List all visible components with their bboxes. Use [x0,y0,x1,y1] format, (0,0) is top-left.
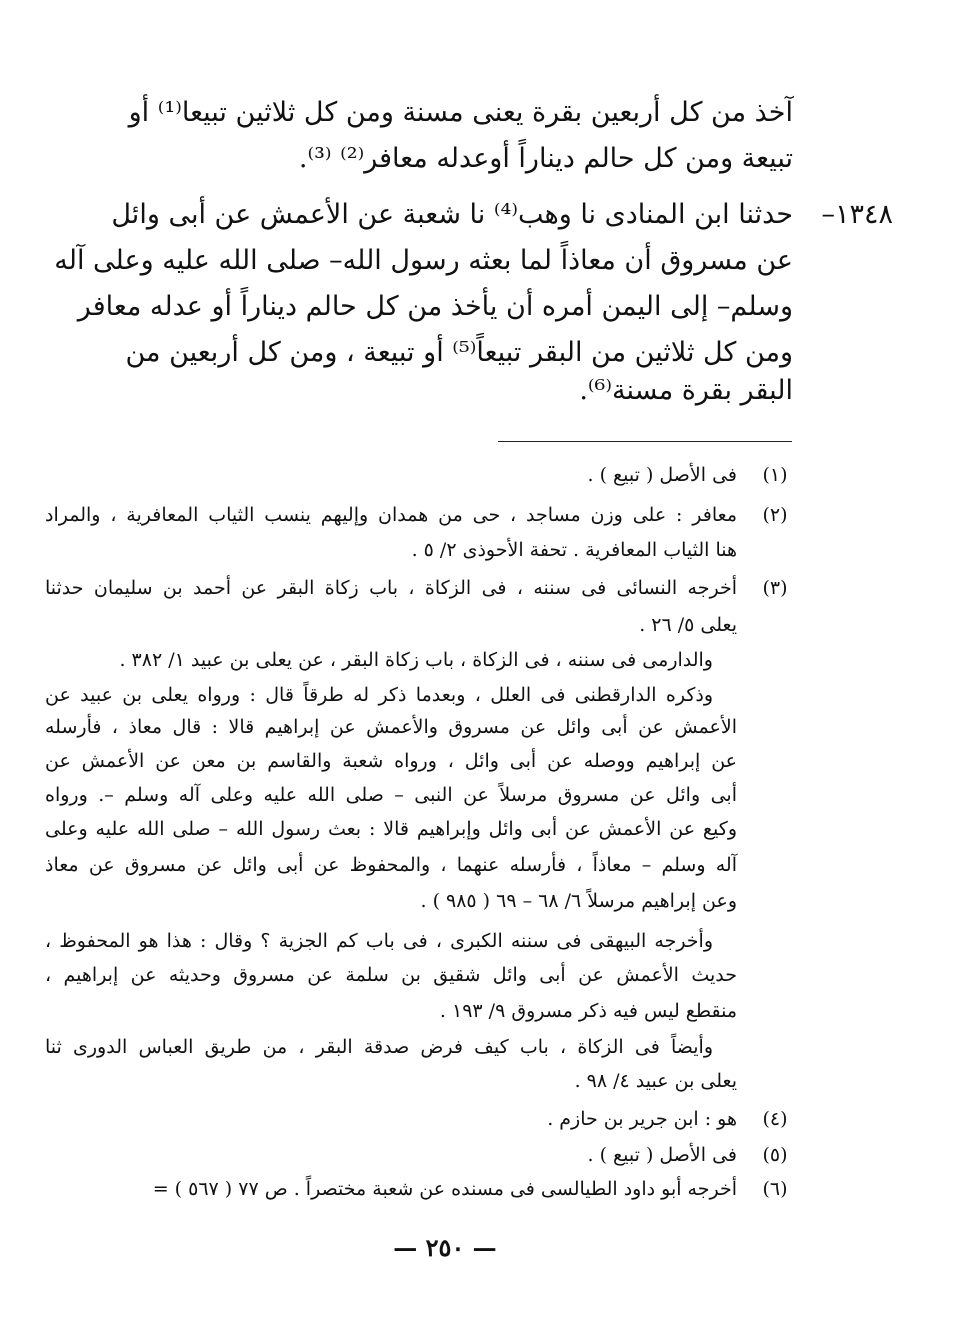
footnote-3-para-bayhaqi-line-3: منقطع ليس فيه ذكر مسروق ٩/ ١٩٣ . [439,1000,737,1022]
footnote-3-para-daraqutni-line-6: آله وسلم – معاذاً ، فأرسله عنهما ، والمحفوظ عن أبى وائل عن مسروق عن معاذ [45,854,737,876]
top-paragraph-line-2: تبيعة ومن كل حالم ديناراً أوعدله معافر⁽²⁾ ⁽³⁾. [298,143,793,174]
footnote-3-para-darimi: والدارمى فى سننه ، فى الزكاة ، باب زكاة البقر ، عن يعلى بن عبيد ١/ ٣٨٢ . [119,649,713,671]
hadith-number-text: ١٣٤٨– [821,199,893,230]
footnote-separator [498,441,792,442]
footnote-3-para-daraqutni-line-3: عن إبراهيم ووصله عن أبى وائل ، ورواه شعبة والقاسم بن معن عن الأعمش عن [45,750,737,772]
footnote-3-line-1: أخرجه النسائى فى سننه ، فى الزكاة ، باب زكاة البقر عن أحمد بن سليمان حدثنا [45,577,737,599]
footnote-number-2: (٢) [762,504,788,526]
footnote-3-para-daraqutni-line-4: أبى وائل عن مسروق مرسلاً عن النبى – صلى الله عليه وعلى آله وسلم –. ورواه [45,784,737,806]
hadith-line-1: حدثنا ابن المنادى نا وهب⁽⁴⁾ نا شعبة عن الأعمش عن أبى وائل [111,199,793,230]
footnote-6-line-1: أخرجه أبو داود الطيالسى فى مسنده عن شعبة مختصراً . ص ٧٧ ( ٥٦٧ ) = [152,1178,737,1200]
footnote-1-line-1: فى الأصل ( تبيع ) . [587,464,737,486]
hadith-line-3: وسلم– إلى اليمن أمره أن يأخذ من كل حالم ديناراً أو عدله معافر [77,291,793,322]
hadith-line-4: ومن كل ثلاثين من البقر تبيعاً⁽⁵⁾ أو تبيعة ، ومن كل أربعين من [125,337,793,368]
footnote-number-1: (١) [762,464,788,486]
footnote-number-6: (٦) [762,1178,788,1200]
footnote-3-para-also-line-2: يعلى بن عبيد ٤/ ٩٨ . [574,1070,737,1092]
footnote-3-para-also-line-1: وأيضاً فى الزكاة ، باب كيف فرض صدقة البقر ، من طريق العباس الدورى ثنا [45,1036,713,1058]
footnote-4-line-1: هو : ابن جرير بن حازم . [547,1108,737,1130]
footnote-2-line-1: معافر : على وزن مساجد ، حى من همدان وإليهم ينسب الثياب المعافرية ، والمراد [45,504,737,526]
footnote-3-para-bayhaqi-line-1: وأخرجه البيهقى فى سننه الكبرى ، فى باب كم الجزية ؟ وقال : هذا هو المحفوظ ، [45,930,713,952]
hadith-line-2: عن مسروق أن معاذاً لما بعثه رسول الله– صلى الله عليه وعلى آله [54,245,793,276]
page-number: — ٢٥٠ — [393,1233,497,1262]
top-paragraph-line-1: آخذ من كل أربعين بقرة يعنى مسنة ومن كل ثلاثين تبيعا⁽¹⁾ أو [128,97,793,128]
footnote-3-para-bayhaqi-line-2: حديث الأعمش عن أبى وائل شقيق بن سلمة عن مسروق وحديثه عن إبراهيم ، [45,964,737,986]
footnote-2-line-2: هنا الثياب المعافرية . تحفة الأحوذى ٢/ ٥ . [411,539,737,561]
footnote-number-4: (٤) [762,1108,788,1130]
footnote-3-para-daraqutni-line-7: وعن إبراهيم مرسلاً ٦/ ٦٨ – ٦٩ ( ٩٨٥ ) . [420,890,737,912]
footnote-number-5: (٥) [762,1144,788,1166]
footnote-number-3: (٣) [762,577,788,599]
footnote-3-para-daraqutni-line-5: وكيع عن الأعمش عن أبى وائل وإبراهيم قالا : بعث رسول الله – صلى الله عليه وعلى [45,818,737,840]
hadith-line-5: البقر بقرة مسنة⁽⁶⁾. [579,375,793,406]
footnote-5-line-1: فى الأصل ( تبيع ) . [587,1144,737,1166]
footnote-3-para-daraqutni-line-2: الأعمش عن أبى وائل عن مسروق والأعمش عن إبراهيم قالا : قال معاذ ، فأرسله [45,716,737,738]
footnote-3-line-2: يعلى ٥/ ٢٦ . [639,614,737,636]
footnote-3-para-daraqutni-line-1: وذكره الدارقطنى فى العلل ، وبعدما ذكر له طرقاً قال : ورواه يعلى بن عبيد عن [45,684,713,706]
